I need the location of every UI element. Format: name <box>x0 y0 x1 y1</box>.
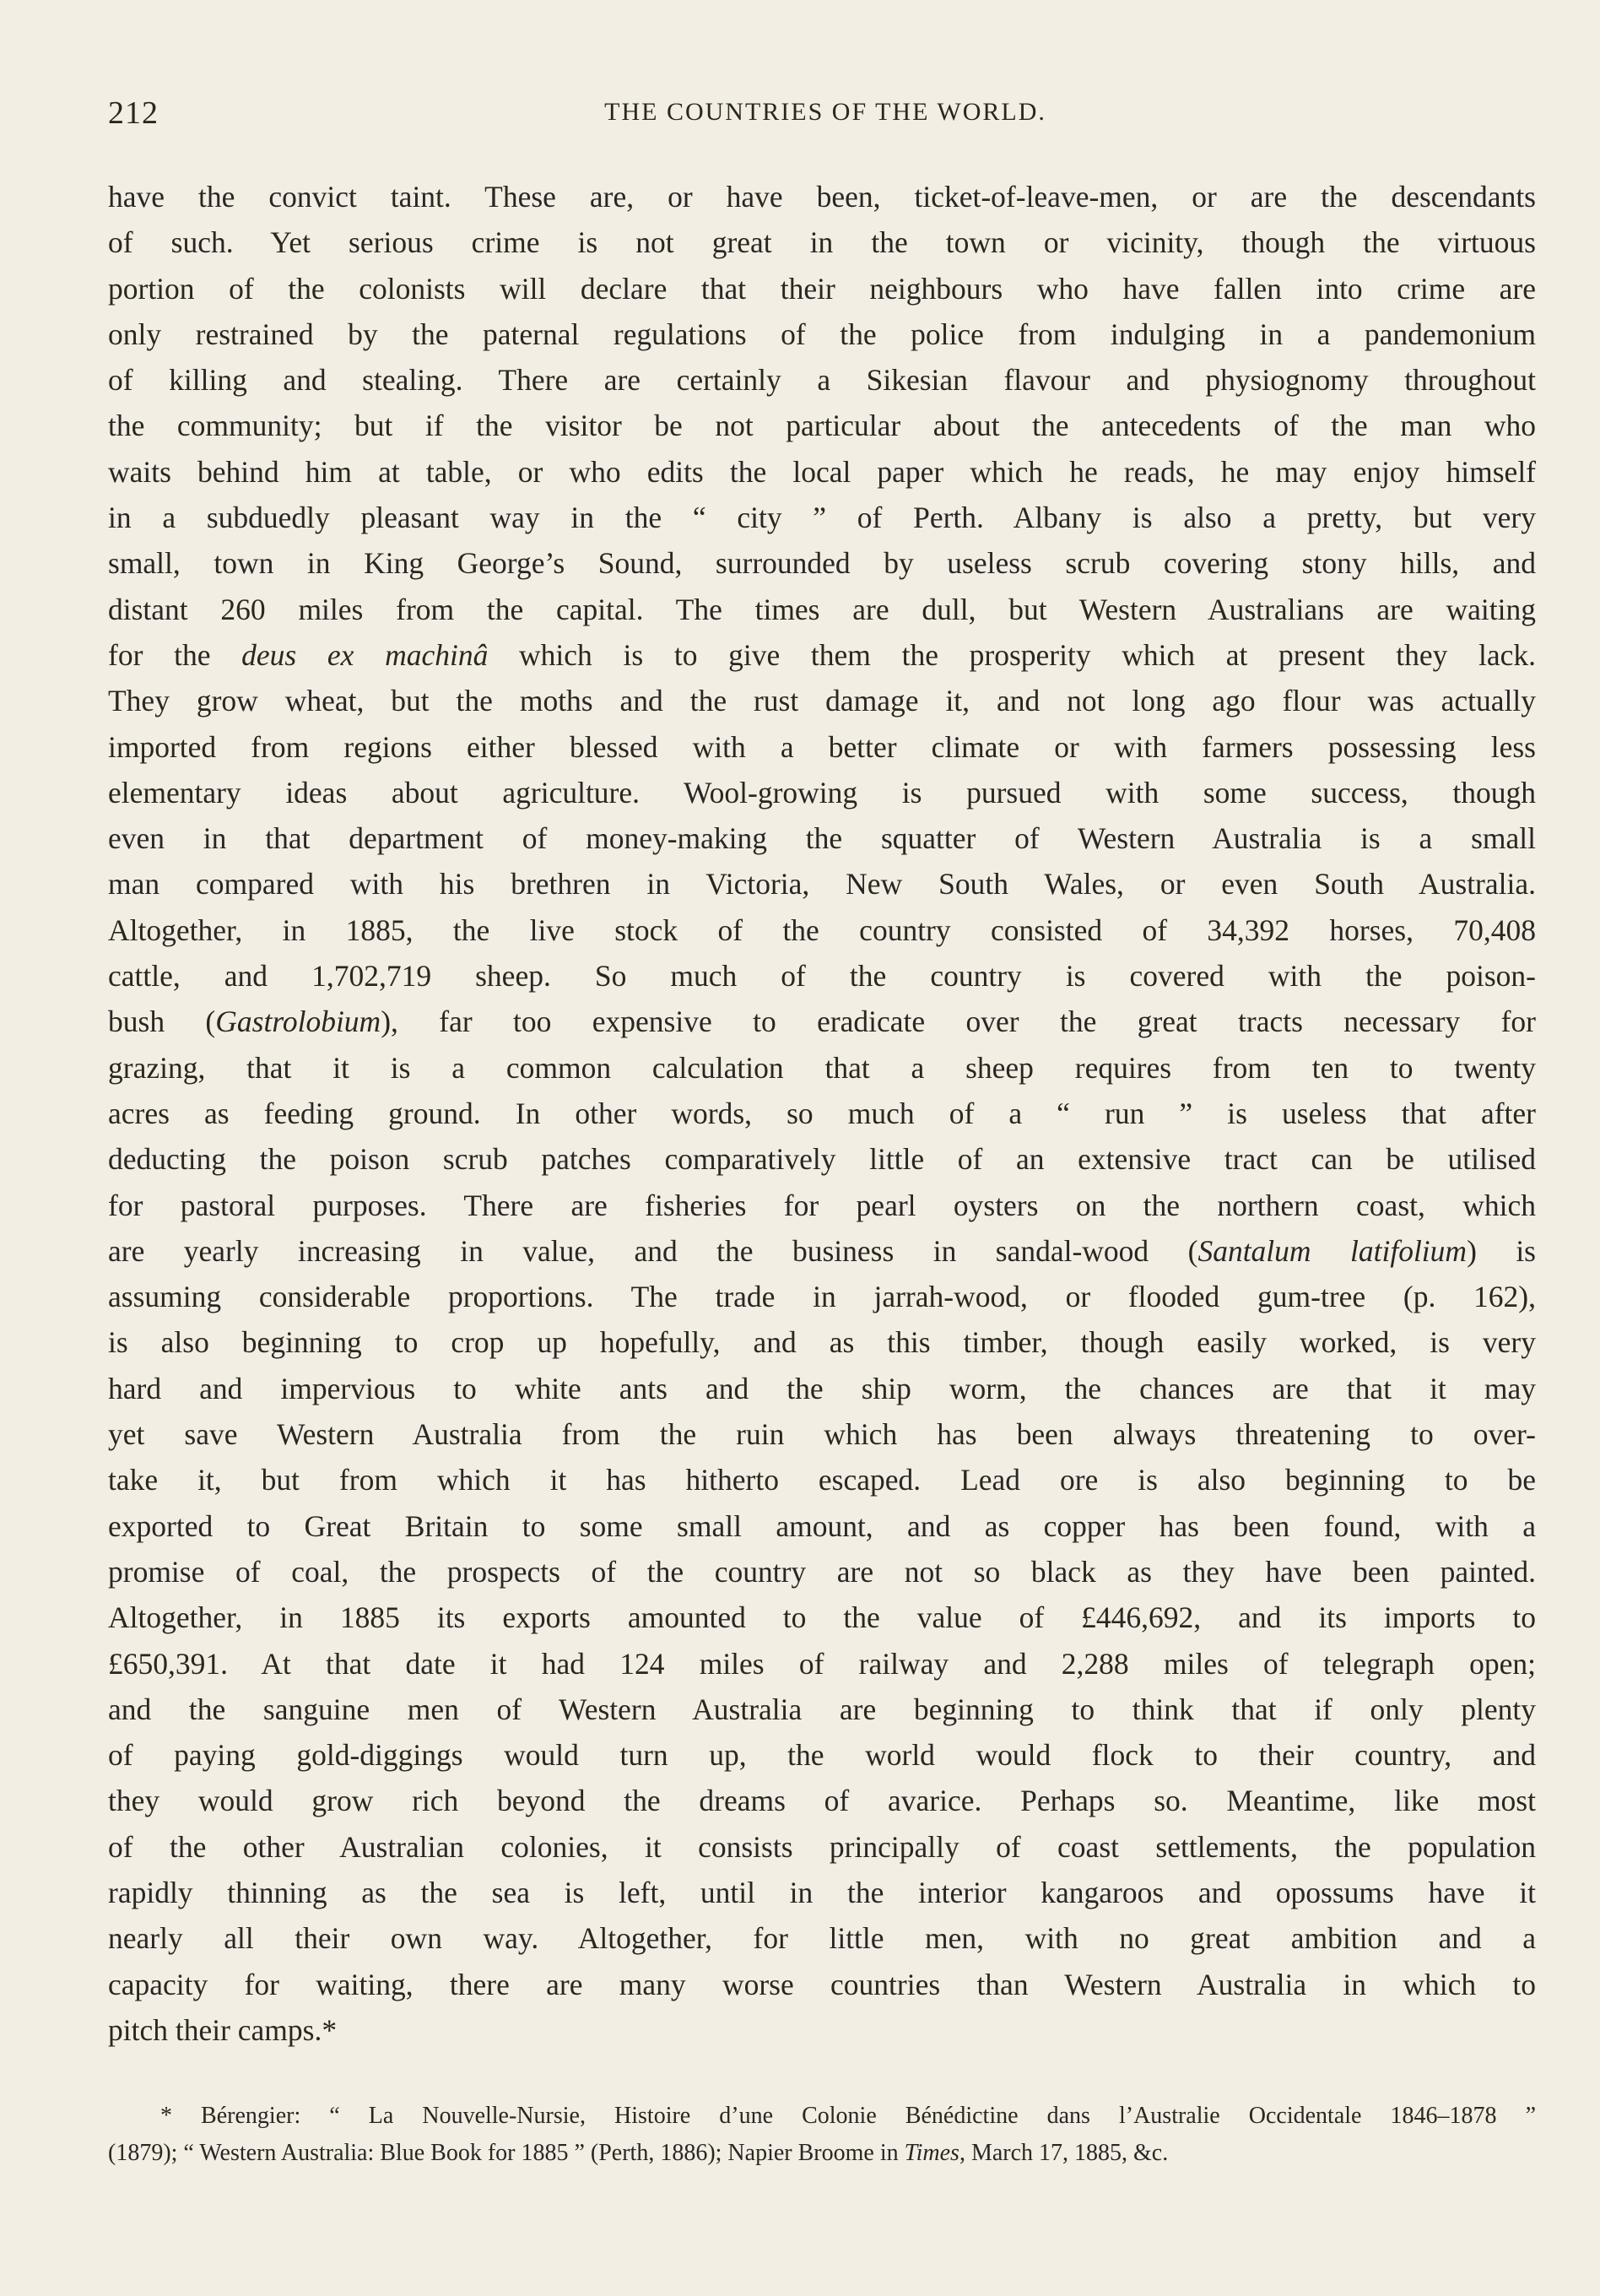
text-line: only restrained by the paternal regulations of the police from indulging in a pandemonium <box>108 317 1536 351</box>
page-number: 212 <box>108 95 159 131</box>
text-line: nearly all their own way. Altogether, for little men, with no great ambition and a <box>108 1921 1536 1956</box>
text-line: are yearly increasing in value, and the business in sandal-wood (Santalum latifolium) is <box>108 1233 1536 1268</box>
text-line: of paying gold-diggings would turn up, the world would flock to their country, and <box>108 1738 1536 1773</box>
footnote <box>108 2098 1536 2172</box>
text-line: of the other Australian colonies, it consists principally of coast settlements, the population <box>108 1829 1536 1864</box>
text-line: waits behind him at table, or who edits the local paper which he reads, he may enjoy himself <box>108 454 1536 489</box>
text-line: have the convict taint. These are, or have been, ticket-of-leave-men, or are the descendants <box>108 180 1536 214</box>
text-line: hard and impervious to white ants and the ship worm, the chances are that it may <box>108 1371 1536 1405</box>
text-line-last: pitch their camps.* <box>108 2012 338 2047</box>
running-title: THE COUNTRIES OF THE WORLD. <box>604 98 1046 126</box>
text-line: of such. Yet serious crime is not great in the town or vicinity, though the virtuous <box>108 225 1536 260</box>
text-line: elementary ideas about agriculture. Wool-growing is pursued with some success, though <box>108 775 1536 810</box>
text-line: and the sanguine men of Western Australia are beginning to think that if only plenty <box>108 1692 1536 1726</box>
text-line: assuming considerable proportions. The trade in jarrah-wood, or flooded gum-tree (p. 162), <box>108 1280 1536 1314</box>
text-line: portion of the colonists will declare that their neighbours who have fallen into crime are <box>108 271 1536 306</box>
text-line: promise of coal, the prospects of the country are not so black as they have been painted. <box>108 1554 1536 1589</box>
text-line: They grow wheat, but the moths and the rust damage it, and not long ago flour was actually <box>108 684 1536 718</box>
text-line: acres as feeding ground. In other words, so much of a “ run ” is useless that after <box>108 1096 1536 1130</box>
text-line: imported from regions either blessed with a better climate or with farmers possessing less <box>108 729 1536 764</box>
text-line: small, town in King George’s Sound, surrounded by useless scrub covering stony hills, and <box>108 546 1536 581</box>
text-line: in a subduedly pleasant way in the “ city ” of Perth. Albany is also a pretty, but very <box>108 501 1536 535</box>
text-line: for pastoral purposes. There are fisheries for pearl oysters on the northern coast, which <box>108 1188 1536 1222</box>
page-header <box>108 95 1543 137</box>
text-line: £650,391. At that date it had 124 miles of railway and 2,288 miles of telegraph open; <box>108 1646 1536 1681</box>
text-line: cattle, and 1,702,719 sheep. So much of the country is covered with the poison- <box>108 959 1536 994</box>
text-line: rapidly thinning as the sea is left, until in the interior kangaroos and opossums have it <box>108 1875 1536 1909</box>
text-line: bush (Gastrolobium), far too expensive to eradicate over the great tracts necessary for <box>108 1004 1536 1039</box>
text-line: Altogether, in 1885 its exports amounted to the value of £446,692, and its imports to <box>108 1600 1536 1635</box>
text-line: they would grow rich beyond the dreams of avarice. Perhaps so. Meantime, like most <box>108 1784 1536 1818</box>
footnote-line: * Bérengier: “ La Nouvelle-Nursie, Histoire d’une Colonie Bénédictine dans l’Australie Occidentale 1846–1878 ” <box>160 2103 1536 2129</box>
footnote-line-last: (1879); “ Western Australia: Blue Book for 1885 ” (Perth, 1886); Napier Broome in Times, March 17, 1885, &c. <box>108 2140 1169 2166</box>
text-line: of killing and stealing. There are certainly a Sikesian flavour and physiognomy throughout <box>108 363 1536 398</box>
text-line: Altogether, in 1885, the live stock of the country consisted of 34,392 horses, 70,408 <box>108 912 1536 947</box>
text-line: the community; but if the visitor be not particular about the antecedents of the man who <box>108 409 1536 443</box>
text-line: for the deus ex machinâ which is to give them the prosperity which at present they lack. <box>108 637 1536 672</box>
text-line: man compared with his brethren in Victoria, New South Wales, or even South Australia. <box>108 867 1536 902</box>
text-line: is also beginning to crop up hopefully, and as this timber, though easily worked, is very <box>108 1325 1536 1360</box>
text-line: even in that department of money-making the squatter of Western Australia is a small <box>108 821 1536 856</box>
text-line: yet save Western Australia from the ruin which has been always threatening to over- <box>108 1417 1536 1452</box>
text-line: deducting the poison scrub patches comparatively little of an extensive tract can be utilised <box>108 1142 1536 1177</box>
text-line: exported to Great Britain to some small amount, and as copper has been found, with a <box>108 1508 1536 1543</box>
body-paragraph <box>108 174 1536 2053</box>
text-line: distant 260 miles from the capital. The times are dull, but Western Australians are waiting <box>108 592 1536 626</box>
text-line: take it, but from which it has hitherto escaped. Lead ore is also beginning to be <box>108 1463 1536 1497</box>
text-line: grazing, that it is a common calculation that a sheep requires from ten to twenty <box>108 1050 1536 1085</box>
text-line: capacity for waiting, there are many worse countries than Western Australia in which to <box>108 1967 1536 2001</box>
